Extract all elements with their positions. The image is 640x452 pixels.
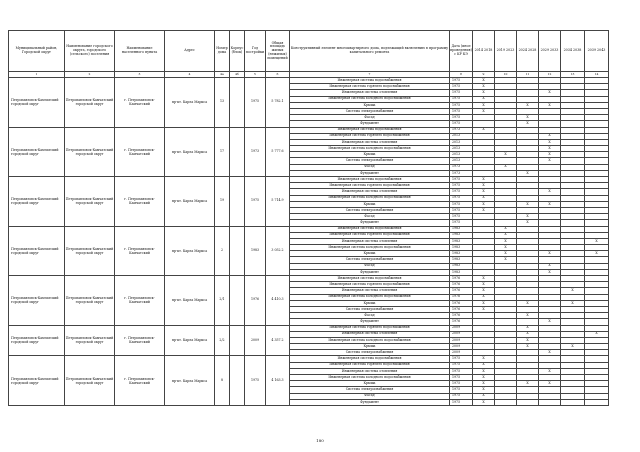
area-cell: 5 777.6 bbox=[266, 127, 290, 177]
period-mark-cell: X bbox=[539, 102, 561, 108]
period-mark-cell: X bbox=[473, 207, 495, 213]
element-name-cell: Инженерная система холодного водоснабжения bbox=[290, 375, 450, 381]
last-repair-year-cell: 1975 bbox=[450, 195, 473, 201]
built-year-cell: 1975 bbox=[245, 177, 266, 227]
header-period: 2029 2033 bbox=[539, 31, 561, 72]
area-cell: 4 163.3 bbox=[266, 356, 290, 406]
last-repair-year-cell: 1976 bbox=[450, 288, 473, 294]
last-repair-year-cell: 1983 bbox=[450, 263, 473, 269]
district-cell: Петропавловск-Камчатский городской округ bbox=[9, 78, 65, 128]
column-number-cell: 4 bbox=[165, 72, 215, 78]
last-repair-year-cell: 1973 bbox=[450, 170, 473, 176]
period-mark-cell: X bbox=[473, 368, 495, 374]
period-mark-cell: X bbox=[473, 108, 495, 114]
period-mark-cell: X bbox=[473, 84, 495, 90]
last-repair-year-cell: 1975 bbox=[450, 102, 473, 108]
built-year-cell: 1983 bbox=[245, 226, 266, 276]
element-name-cell: Инженерная система горячего водоснабжения bbox=[290, 325, 450, 331]
last-repair-year-cell: 1973 bbox=[450, 164, 473, 170]
element-name-cell: Инженерная система отопления bbox=[290, 139, 450, 145]
period-mark-cell: X bbox=[539, 319, 561, 325]
period-mark-cell: X bbox=[517, 300, 539, 306]
period-mark-cell: X bbox=[517, 115, 539, 121]
built-year-cell: 1975 bbox=[245, 356, 266, 406]
house-number-cell: 2/2 bbox=[215, 325, 230, 356]
period-mark-cell: X bbox=[517, 344, 539, 350]
header-settlement: Наименование городского округа, городского (сельского) поселения bbox=[65, 31, 115, 72]
period-mark-cell: X bbox=[473, 288, 495, 294]
last-repair-year-cell: 1975 bbox=[450, 375, 473, 381]
last-repair-year-cell: 1983 bbox=[450, 245, 473, 251]
last-repair-year-cell: 1975 bbox=[450, 78, 473, 84]
period-mark-cell: X bbox=[539, 90, 561, 96]
period-mark-cell: X bbox=[473, 177, 495, 183]
element-name-cell: Фасад bbox=[290, 214, 450, 220]
period-mark-cell: X bbox=[517, 313, 539, 319]
last-repair-year-cell: 2009 bbox=[450, 337, 473, 343]
period-mark-cell: X bbox=[495, 152, 517, 158]
header-element: Конструктивный элемент многоквартирного дома, подлежащий включению в программу капитального ремонта bbox=[290, 31, 450, 72]
element-name-cell: Инженерная система холодного водоснабжения bbox=[290, 337, 450, 343]
period-mark-cell: X bbox=[495, 245, 517, 251]
last-repair-year-cell: 1983 bbox=[450, 251, 473, 257]
last-repair-year-cell: 1975 bbox=[450, 189, 473, 195]
building-block bbox=[9, 78, 609, 128]
header-area: Общая площадь жилых (нежилых) помещений bbox=[266, 31, 290, 72]
element-name-cell: Система электроснабжения bbox=[290, 306, 450, 312]
element-name-cell: Инженерная система отопления bbox=[290, 288, 450, 294]
locality-cell: г. Петропавловск-Камчатский bbox=[115, 78, 165, 128]
element-name-cell: Система электроснабжения bbox=[290, 350, 450, 356]
house-number-cell: 19 bbox=[215, 177, 230, 227]
built-year-cell: 1976 bbox=[245, 276, 266, 326]
element-name-cell: Крыша bbox=[290, 251, 450, 257]
period-mark-cell: X bbox=[539, 269, 561, 275]
built-year-cell: 1973 bbox=[245, 127, 266, 177]
last-repair-year-cell: 1976 bbox=[450, 313, 473, 319]
element-name-cell: Инженерная система отопления bbox=[290, 331, 450, 337]
building-block bbox=[9, 127, 609, 177]
header-period: 2034 2038 bbox=[561, 31, 585, 72]
element-name-cell: Крыша bbox=[290, 381, 450, 387]
settlement-cell: Петропавловск-Камчатский городской округ bbox=[65, 78, 115, 128]
settlement-cell: Петропавловск-Камчатский городской округ bbox=[65, 226, 115, 276]
column-number-cell: 9 bbox=[473, 72, 495, 78]
period-mark-cell: X bbox=[561, 288, 585, 294]
capital-repair-table bbox=[8, 30, 609, 406]
period-mark-cell: X bbox=[539, 133, 561, 139]
element-name-cell: Инженерная система холодного водоснабжения bbox=[290, 245, 450, 251]
last-repair-year-cell: 1976 bbox=[450, 300, 473, 306]
last-repair-year-cell: 1975 bbox=[450, 381, 473, 387]
column-number-cell: 5 bbox=[245, 72, 266, 78]
last-repair-year-cell: 1976 bbox=[450, 319, 473, 325]
building-block bbox=[9, 226, 609, 276]
house-number-cell: 13 bbox=[215, 78, 230, 128]
page-number: 180 bbox=[316, 438, 324, 443]
district-cell: Петропавловск-Камчатский городской округ bbox=[9, 356, 65, 406]
last-repair-year-cell: 1975 bbox=[450, 177, 473, 183]
header-built-year: Год постройки bbox=[245, 31, 266, 72]
element-name-cell: Фундамент bbox=[290, 121, 450, 127]
building-cell bbox=[230, 127, 245, 177]
last-repair-year-cell: 1975 bbox=[450, 121, 473, 127]
period-mark-cell: X bbox=[517, 170, 539, 176]
column-number-cell: 11 bbox=[517, 72, 539, 78]
element-name-cell: Инженерная система водоснабжения bbox=[290, 276, 450, 282]
element-name-cell: Фундамент bbox=[290, 170, 450, 176]
element-name-cell: Крыша bbox=[290, 300, 450, 306]
period-mark-cell: X bbox=[539, 381, 561, 387]
period-mark-cell: X bbox=[473, 356, 495, 362]
header-row bbox=[9, 31, 609, 72]
period-mark-cell: X bbox=[473, 294, 495, 300]
period-mark-cell: X bbox=[473, 195, 495, 201]
period-mark-cell: X bbox=[539, 189, 561, 195]
street-cell: пр-кт. Карла Маркса bbox=[165, 177, 215, 227]
locality-cell: г. Петропавловск-Камчатский bbox=[115, 276, 165, 326]
last-repair-year-cell: 2009 bbox=[450, 350, 473, 356]
element-name-cell: Фундамент bbox=[290, 269, 450, 275]
last-repair-year-cell: 1975 bbox=[450, 183, 473, 189]
period-mark-cell: X bbox=[473, 306, 495, 312]
table-header bbox=[9, 31, 609, 78]
period-mark-cell: X bbox=[539, 350, 561, 356]
column-number-cell: 14 bbox=[585, 72, 609, 78]
last-repair-year-cell: 1975 bbox=[450, 362, 473, 368]
house-number-cell: 2/1 bbox=[215, 276, 230, 326]
period-mark-cell: X bbox=[539, 263, 561, 269]
last-repair-year-cell: 1983 bbox=[450, 238, 473, 244]
period-mark-cell bbox=[585, 399, 609, 405]
last-repair-year-cell: 1976 bbox=[450, 306, 473, 312]
period-mark-cell: X bbox=[539, 251, 561, 257]
element-name-cell: Система электроснабжения bbox=[290, 257, 450, 263]
element-name-cell: Инженерная система холодного водоснабжения bbox=[290, 146, 450, 152]
column-number-cell: 4а bbox=[215, 72, 230, 78]
district-cell: Петропавловск-Камчатский городской округ bbox=[9, 276, 65, 326]
last-repair-year-cell: 2009 bbox=[450, 344, 473, 350]
header-house-no: Номер дома bbox=[215, 31, 230, 72]
period-mark-cell: X bbox=[539, 158, 561, 164]
locality-cell: г. Петропавловск-Камчатский bbox=[115, 356, 165, 406]
period-mark-cell: X bbox=[473, 201, 495, 207]
settlement-cell: Петропавловск-Камчатский городской округ bbox=[65, 127, 115, 177]
element-name-cell: Инженерная система водоснабжения bbox=[290, 78, 450, 84]
building-block bbox=[9, 356, 609, 406]
period-mark-cell: X bbox=[495, 226, 517, 232]
last-repair-year-cell: 1975 bbox=[450, 214, 473, 220]
last-repair-year-cell: 1983 bbox=[450, 269, 473, 275]
element-name-cell: Фасад bbox=[290, 164, 450, 170]
building-cell bbox=[230, 177, 245, 227]
column-number-cell: 13 bbox=[561, 72, 585, 78]
period-mark-cell: X bbox=[517, 102, 539, 108]
column-number-cell: 2 bbox=[65, 72, 115, 78]
capital-repair-table-sheet bbox=[8, 30, 609, 406]
locality-cell: г. Петропавловск-Камчатский bbox=[115, 177, 165, 227]
column-number-cell: 6 bbox=[266, 72, 290, 78]
last-repair-year-cell: 1975 bbox=[450, 108, 473, 114]
period-mark-cell: X bbox=[539, 201, 561, 207]
house-number-cell: 17 bbox=[215, 127, 230, 177]
period-mark-cell: X bbox=[473, 90, 495, 96]
period-mark-cell: X bbox=[473, 300, 495, 306]
period-mark-cell: X bbox=[517, 381, 539, 387]
column-number-cell: 1 bbox=[9, 72, 65, 78]
district-cell: Петропавловск-Камчатский городской округ bbox=[9, 127, 65, 177]
last-repair-year-cell: 2013 bbox=[450, 152, 473, 158]
period-mark-cell: X bbox=[517, 325, 539, 331]
element-name-cell: Инженерная система отопления bbox=[290, 368, 450, 374]
last-repair-year-cell: 2013 bbox=[450, 158, 473, 164]
element-name-cell: Фасад bbox=[290, 115, 450, 121]
element-name-cell: Фасад bbox=[290, 313, 450, 319]
element-name-cell: Инженерная система холодного водоснабжения bbox=[290, 195, 450, 201]
area-cell: 4 410.3 bbox=[266, 276, 290, 326]
area-cell: 3 052.2 bbox=[266, 226, 290, 276]
period-mark-cell: X bbox=[473, 183, 495, 189]
period-mark-cell: X bbox=[561, 300, 585, 306]
element-name-cell: Система электроснабжения bbox=[290, 387, 450, 393]
area-cell: 5 714.9 bbox=[266, 177, 290, 227]
last-repair-year-cell: 2009 bbox=[450, 325, 473, 331]
period-mark-cell: X bbox=[473, 387, 495, 393]
period-mark-cell: X bbox=[517, 214, 539, 220]
header-last-repair: Дата (иное проведения) с КР КЭ bbox=[450, 31, 473, 72]
building-block bbox=[9, 325, 609, 356]
period-mark-cell: X bbox=[473, 381, 495, 387]
element-name-cell: Фасад bbox=[290, 393, 450, 399]
built-year-cell: 1975 bbox=[245, 78, 266, 128]
last-repair-year-cell: 2013 bbox=[450, 146, 473, 152]
last-repair-year-cell: 1975 bbox=[450, 368, 473, 374]
header-period: 2014 2018 bbox=[473, 31, 495, 72]
period-mark-cell: X bbox=[473, 189, 495, 195]
district-cell: Петропавловск-Камчатский городской округ bbox=[9, 177, 65, 227]
element-name-cell: Инженерная система водоснабжения bbox=[290, 177, 450, 183]
locality-cell: г. Петропавловск-Камчатский bbox=[115, 127, 165, 177]
column-number-cell: 8 bbox=[450, 72, 473, 78]
header-locality: Наименование населенного пункта bbox=[115, 31, 165, 72]
building-cell bbox=[230, 356, 245, 406]
element-name-cell: Система электроснабжения bbox=[290, 207, 450, 213]
period-mark-cell: X bbox=[495, 257, 517, 263]
period-mark-cell: X bbox=[473, 78, 495, 84]
period-mark-cell: X bbox=[585, 238, 609, 244]
element-name-cell: Фундамент bbox=[290, 399, 450, 405]
column-number-cell: 3 bbox=[115, 72, 165, 78]
period-mark-cell: X bbox=[585, 251, 609, 257]
element-name-cell: Инженерная система холодного водоснабжения bbox=[290, 294, 450, 300]
header-district: Муниципальный район, Городской округ bbox=[9, 31, 65, 72]
element-name-cell: Инженерная система горячего водоснабжения bbox=[290, 232, 450, 238]
locality-cell: г. Петропавловск-Камчатский bbox=[115, 325, 165, 356]
element-name-cell: Крыша bbox=[290, 152, 450, 158]
period-mark-cell: X bbox=[539, 139, 561, 145]
element-name-cell: Инженерная система отопления bbox=[290, 90, 450, 96]
street-cell: пр-кт. Карла Маркса bbox=[165, 226, 215, 276]
last-repair-year-cell: 1975 bbox=[450, 387, 473, 393]
period-mark-cell: X bbox=[473, 127, 495, 133]
period-mark-cell: X bbox=[495, 238, 517, 244]
building-cell bbox=[230, 276, 245, 326]
element-name-cell: Крыша bbox=[290, 201, 450, 207]
period-mark-cell: X bbox=[539, 146, 561, 152]
period-mark-cell: X bbox=[473, 96, 495, 102]
last-repair-year-cell: 2013 bbox=[450, 133, 473, 139]
period-mark-cell: X bbox=[473, 102, 495, 108]
element-name-cell: Инженерная система отопления bbox=[290, 238, 450, 244]
period-mark-cell: X bbox=[473, 282, 495, 288]
header-period: 2024 2028 bbox=[517, 31, 539, 72]
last-repair-year-cell: 1976 bbox=[450, 294, 473, 300]
building-cell bbox=[230, 325, 245, 356]
period-mark-cell bbox=[539, 399, 561, 405]
building-block bbox=[9, 177, 609, 227]
street-cell: пр-кт. Карла Маркса bbox=[165, 127, 215, 177]
last-repair-year-cell: 2009 bbox=[450, 331, 473, 337]
column-number-cell: 12 bbox=[539, 72, 561, 78]
district-cell: Петропавловск-Камчатский городской округ bbox=[9, 325, 65, 356]
element-name-cell: Инженерная система холодного водоснабжения bbox=[290, 96, 450, 102]
period-mark-cell: X bbox=[585, 331, 609, 337]
area-cell: 5 782.1 bbox=[266, 78, 290, 128]
street-cell: пр-кт. Карла Маркса bbox=[165, 276, 215, 326]
locality-cell: г. Петропавловск-Камчатский bbox=[115, 226, 165, 276]
element-name-cell: Инженерная система водоснабжения bbox=[290, 127, 450, 133]
last-repair-year-cell: 1975 bbox=[450, 90, 473, 96]
period-mark-cell: X bbox=[517, 220, 539, 226]
element-name-cell: Крыша bbox=[290, 102, 450, 108]
period-mark-cell: X bbox=[517, 337, 539, 343]
last-repair-year-cell: 1975 bbox=[450, 356, 473, 362]
period-mark-cell: X bbox=[495, 164, 517, 170]
last-repair-year-cell: 1976 bbox=[450, 282, 473, 288]
column-number-cell: 4б bbox=[230, 72, 245, 78]
element-name-cell: Инженерная система горячего водоснабжения bbox=[290, 84, 450, 90]
street-cell: пр-кт. Карла Маркса bbox=[165, 356, 215, 406]
building-block bbox=[9, 276, 609, 326]
last-repair-year-cell: 1975 bbox=[450, 96, 473, 102]
element-name-cell: Фасад bbox=[290, 263, 450, 269]
last-repair-year-cell: 1976 bbox=[450, 276, 473, 282]
period-mark-cell: X bbox=[561, 344, 585, 350]
period-mark-cell: X bbox=[473, 375, 495, 381]
element-name-cell: Система электроснабжения bbox=[290, 108, 450, 114]
period-mark-cell: X bbox=[473, 399, 495, 405]
element-name-cell: Инженерная система горячего водоснабжения bbox=[290, 282, 450, 288]
last-repair-year-cell: 1975 bbox=[450, 115, 473, 121]
period-mark-cell: X bbox=[539, 368, 561, 374]
last-repair-year-cell: 1975 bbox=[450, 84, 473, 90]
last-repair-year-cell: 1975 bbox=[450, 393, 473, 399]
district-cell: Петропавловск-Камчатский городской округ bbox=[9, 226, 65, 276]
house-number-cell: 8 bbox=[215, 356, 230, 406]
built-year-cell: 2009 bbox=[245, 325, 266, 356]
period-mark-cell: X bbox=[495, 232, 517, 238]
settlement-cell: Петропавловск-Камчатский городской округ bbox=[65, 325, 115, 356]
building-cell bbox=[230, 226, 245, 276]
element-name-cell: Система электроснабжения bbox=[290, 158, 450, 164]
settlement-cell: Петропавловск-Камчатский городской округ bbox=[65, 177, 115, 227]
settlement-cell: Петропавловск-Камчатский городской округ bbox=[65, 356, 115, 406]
last-repair-year-cell: 1983 bbox=[450, 226, 473, 232]
last-repair-year-cell: 1983 bbox=[450, 257, 473, 263]
settlement-cell: Петропавловск-Камчатский городской округ bbox=[65, 276, 115, 326]
area-cell: 4 357.2 bbox=[266, 325, 290, 356]
period-mark-cell: X bbox=[473, 393, 495, 399]
header-building: Корпус (блок) bbox=[230, 31, 245, 72]
element-name-cell: Крыша bbox=[290, 344, 450, 350]
period-mark-cell: X bbox=[473, 362, 495, 368]
header-period: 2039 2043 bbox=[585, 31, 609, 72]
period-mark-cell: X bbox=[495, 251, 517, 257]
last-repair-year-cell: 2013 bbox=[450, 139, 473, 145]
street-cell: пр-кт. Карла Маркса bbox=[165, 325, 215, 356]
header-address: Адрес bbox=[165, 31, 215, 72]
period-mark-cell: X bbox=[473, 276, 495, 282]
element-name-cell: Инженерная система горячего водоснабжения bbox=[290, 183, 450, 189]
building-cell bbox=[230, 78, 245, 128]
element-name-cell: Фундамент bbox=[290, 220, 450, 226]
last-repair-year-cell: 1975 bbox=[450, 201, 473, 207]
house-number-cell: 2 bbox=[215, 226, 230, 276]
column-number-cell: 10 bbox=[495, 72, 517, 78]
period-mark-cell: X bbox=[539, 152, 561, 158]
element-name-cell: Инженерная система водоснабжения bbox=[290, 356, 450, 362]
street-cell: пр-кт. Карла Маркса bbox=[165, 78, 215, 128]
period-mark-cell: X bbox=[517, 121, 539, 127]
period-mark-cell: X bbox=[517, 331, 539, 337]
element-name-cell: Фундамент bbox=[290, 319, 450, 325]
column-number-cell: 7 bbox=[290, 72, 450, 78]
period-mark-cell bbox=[517, 399, 539, 405]
element-name-cell: Инженерная система водоснабжения bbox=[290, 226, 450, 232]
last-repair-year-cell: 1975 bbox=[450, 207, 473, 213]
last-repair-year-cell: 1975 bbox=[450, 399, 473, 405]
last-repair-year-cell: 1973 bbox=[450, 127, 473, 133]
period-mark-cell bbox=[561, 399, 585, 405]
element-name-cell: Инженерная система отопления bbox=[290, 189, 450, 195]
header-period: 2019 2023 bbox=[495, 31, 517, 72]
element-name-cell: Инженерная система горячего водоснабжения bbox=[290, 362, 450, 368]
last-repair-year-cell: 1983 bbox=[450, 232, 473, 238]
element-name-cell: Инженерная система горячего водоснабжения bbox=[290, 133, 450, 139]
period-mark-cell: X bbox=[517, 201, 539, 207]
last-repair-year-cell: 1975 bbox=[450, 220, 473, 226]
period-mark-cell bbox=[495, 399, 517, 405]
